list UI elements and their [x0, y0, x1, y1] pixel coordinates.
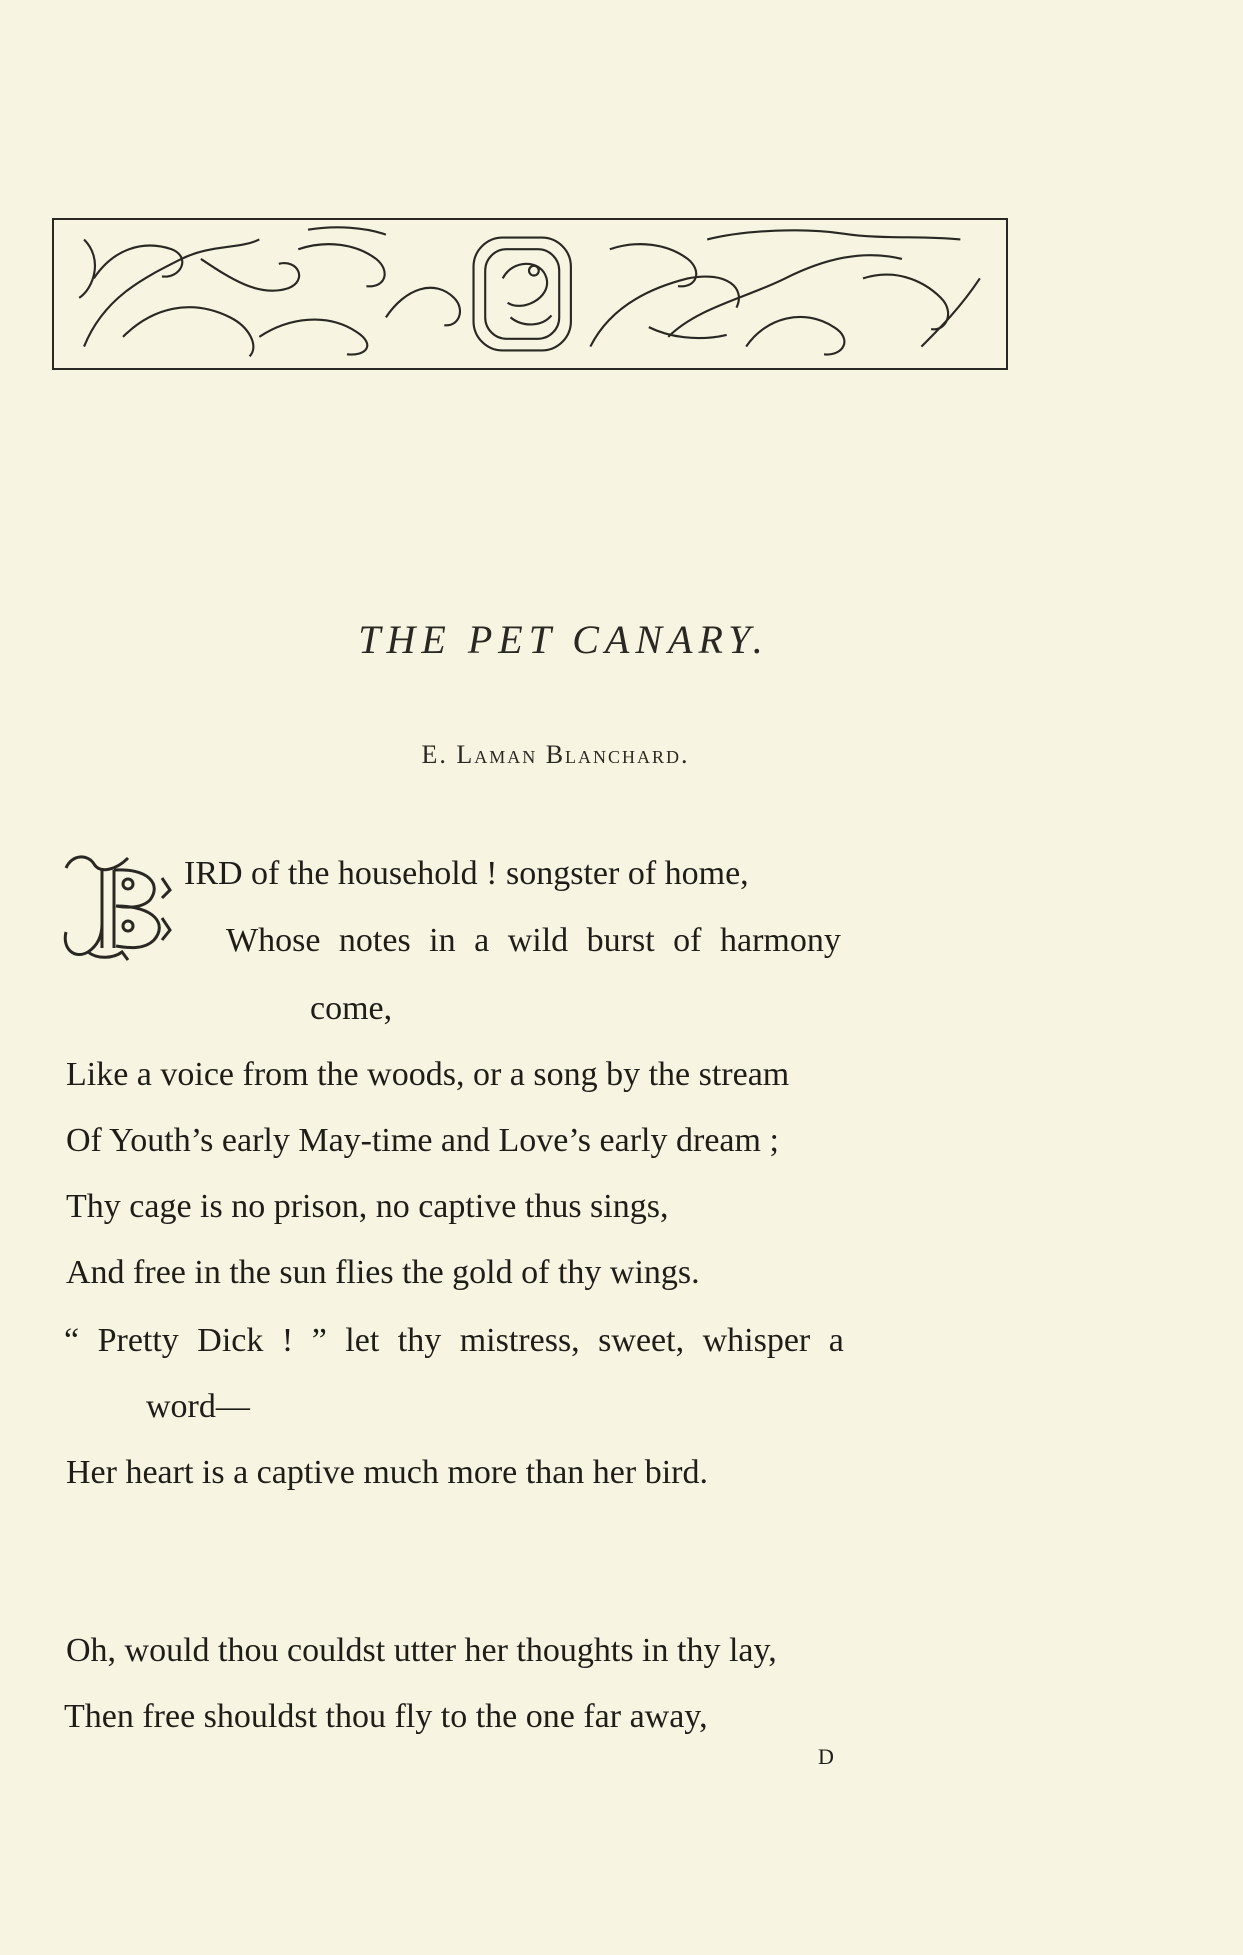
poem-line: Her heart is a captive much more than her bird.: [66, 1454, 708, 1491]
poem-line: Of Youth’s early May-time and Love’s early dream ;: [66, 1122, 779, 1159]
poem-line: Then free shouldst thou fly to the one far away,: [64, 1698, 708, 1735]
signature-mark: D: [818, 1744, 835, 1769]
ornate-initial-b-icon: [58, 848, 182, 966]
poem-line: Oh, would thou couldst utter her thoughts in thy lay,: [66, 1632, 777, 1669]
poem-title: [0, 616, 1243, 663]
poem-line: word—: [146, 1388, 250, 1425]
poem-title-text: THE PET CANARY.: [358, 617, 769, 662]
poem-line: Thy cage is no prison, no captive thus sings,: [66, 1188, 669, 1225]
poem-author-text: E. Laman Blanchard.: [421, 740, 690, 769]
poem-author: [0, 740, 1243, 770]
poem-line: Whose notes in a wild burst of harmony: [226, 922, 841, 959]
poem-line: Like a voice from the woods, or a song by the stream: [66, 1056, 790, 1093]
ornamental-foliage-icon: [54, 220, 1006, 368]
poem-line: IRD of the household ! songster of home,: [184, 855, 749, 892]
poem-line: And free in the sun flies the gold of thy wings.: [66, 1254, 700, 1291]
poem-line: “ Pretty Dick ! ” let thy mistress, sweet, whisper a: [64, 1322, 844, 1359]
poem-line: come,: [310, 990, 393, 1027]
ornamental-headpiece: [52, 218, 1008, 370]
